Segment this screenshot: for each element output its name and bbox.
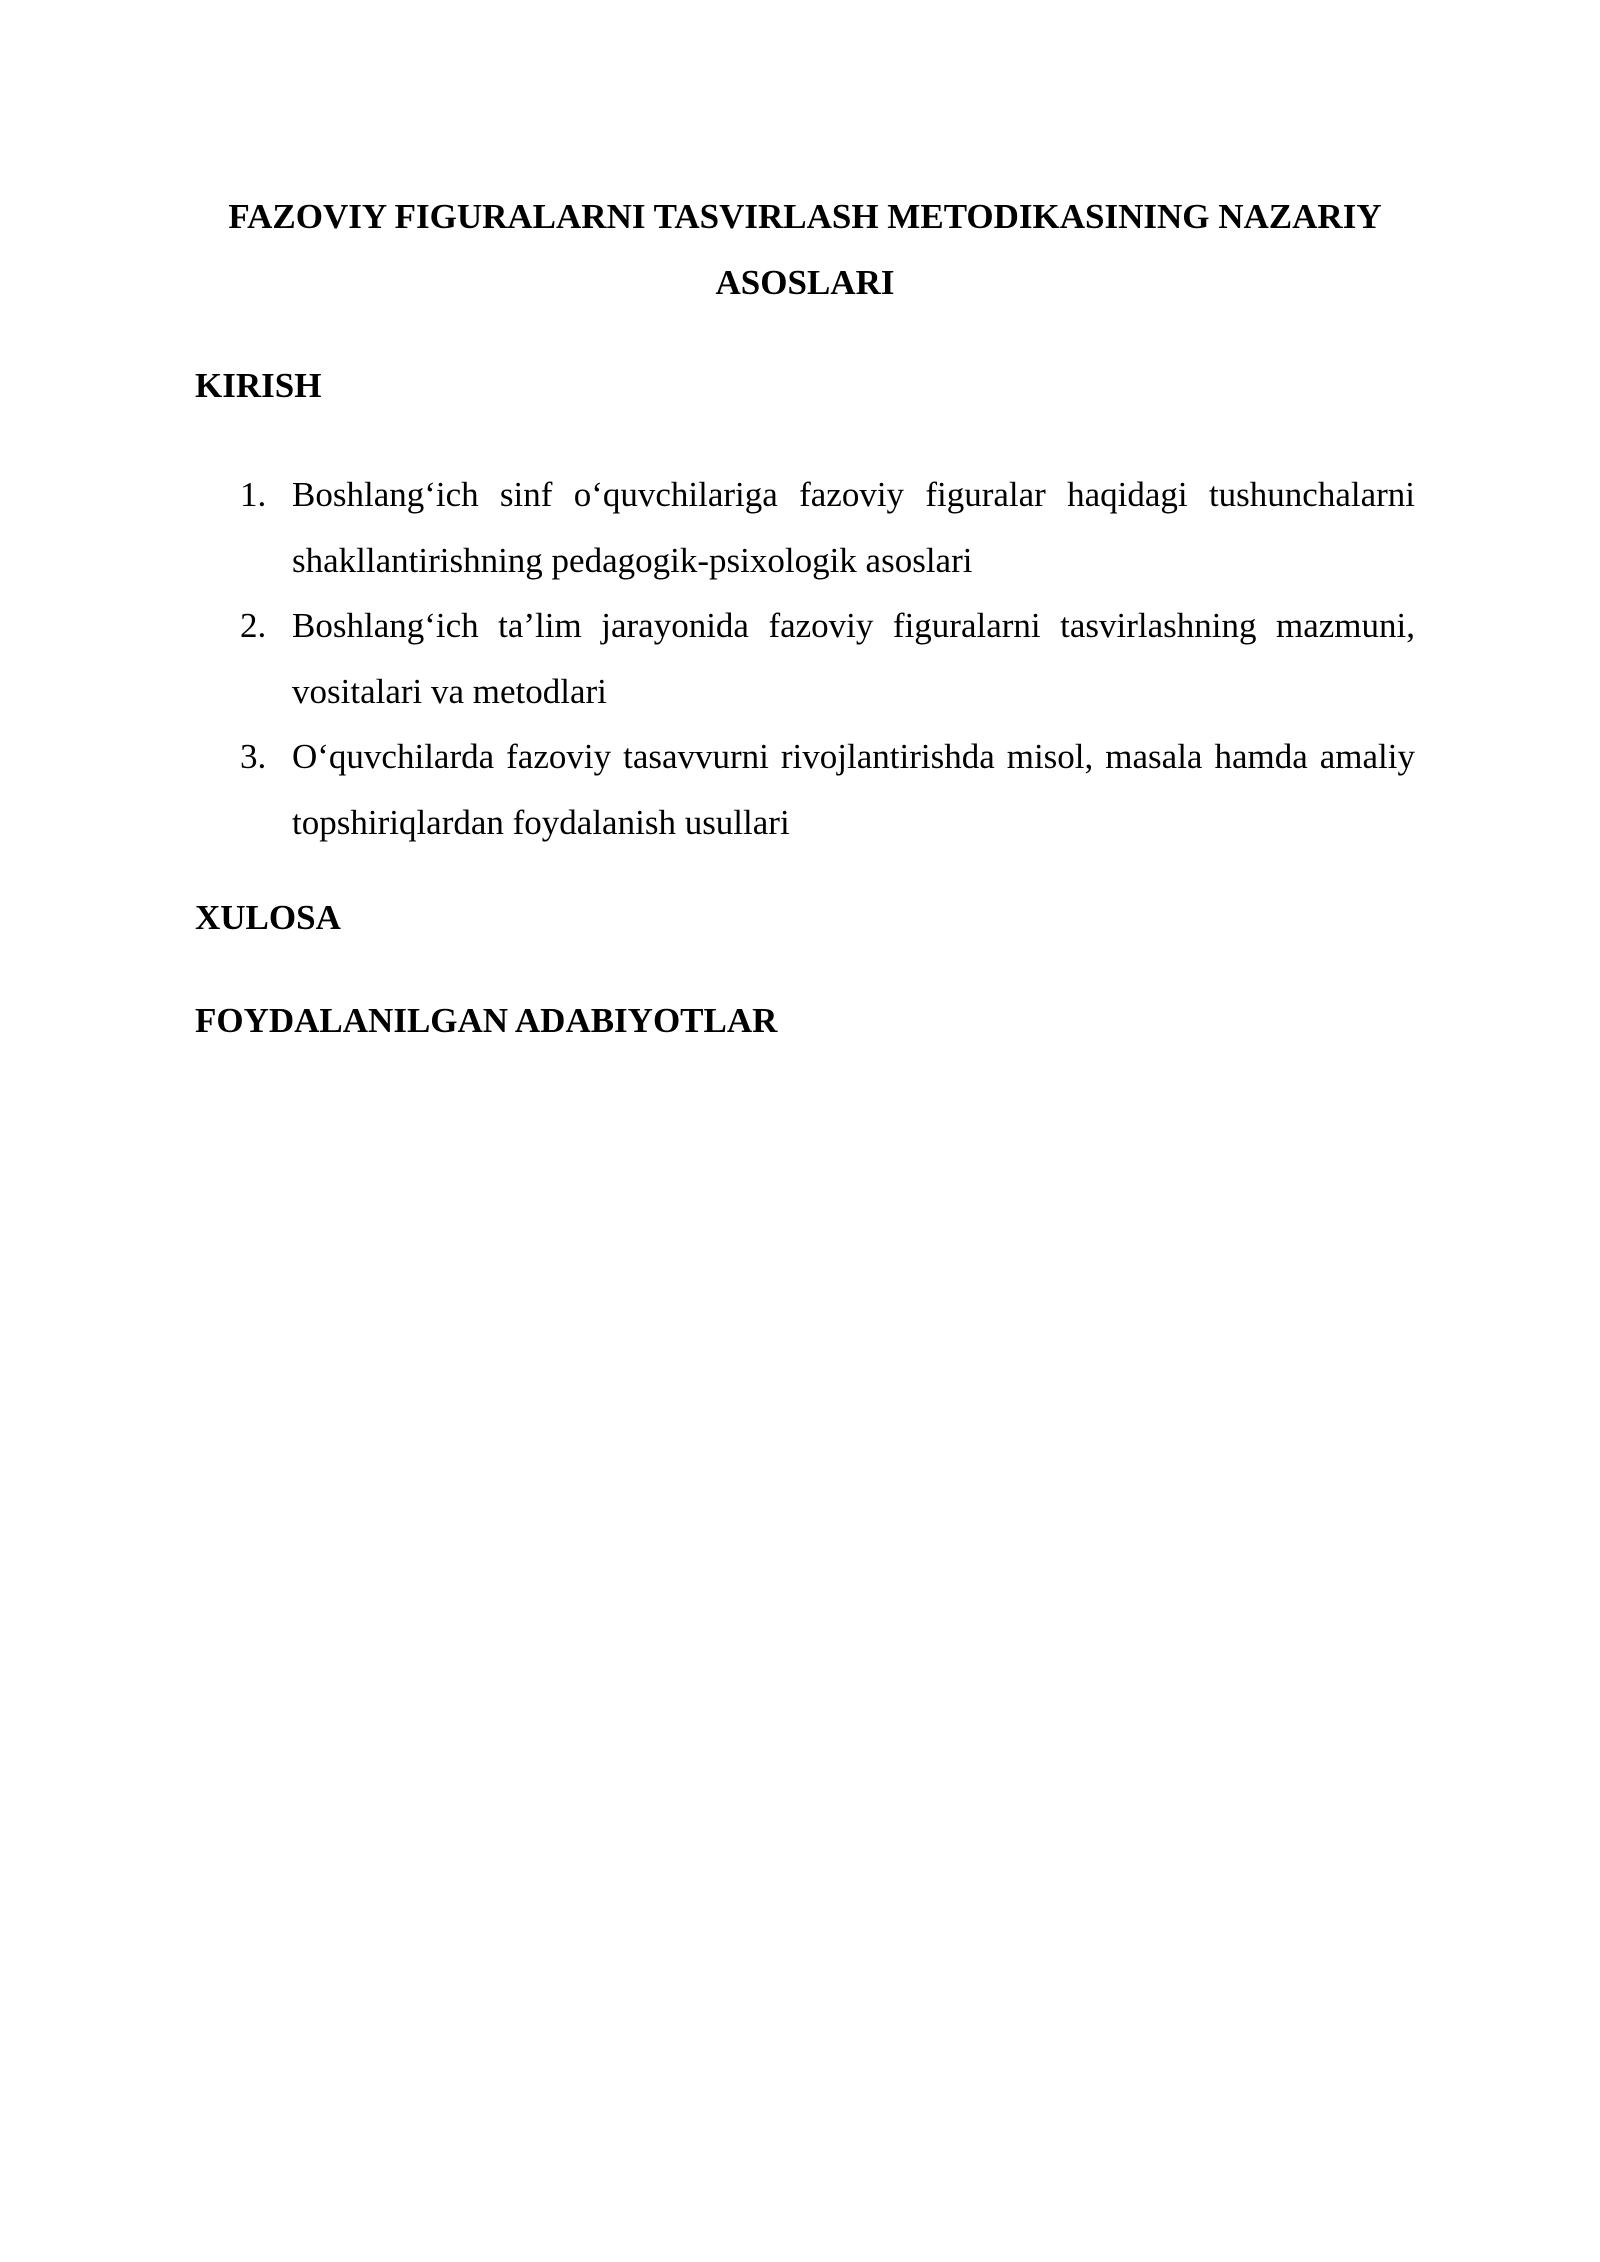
- list-item: [240, 462, 1415, 593]
- section-heading-introduction: KIRISH: [195, 366, 322, 405]
- chapter-number: 3.: [240, 737, 267, 776]
- list-item: [240, 724, 1415, 855]
- list-item: [240, 593, 1415, 724]
- chapter-number: 1.: [240, 475, 267, 514]
- chapter-list: [240, 462, 1415, 855]
- chapter-title: Boshlang‘ich ta’lim jarayonida fazoviy figuralarni tasvirlashning mazmuni, vositalari va metodlari: [292, 606, 1415, 711]
- section-heading-references: FOYDALANILGAN ADABIYOTLAR: [195, 1001, 778, 1040]
- document-title: FAZOVIY FIGURALARNI TASVIRLASH METODIKASINING NAZARIY ASOSLARI: [228, 197, 1382, 302]
- chapter-title: O‘quvchilarda fazoviy tasavvurni rivojlantirishda misol, masala hamda amaliy topshiriqlardan foydalanish usullari: [292, 737, 1415, 842]
- chapter-number: 2.: [240, 606, 267, 645]
- chapter-title: Boshlang‘ich sinf o‘quvchilariga fazoviy figuralar haqidagi tushunchalarni shakllantirishning pedagogik-psixologik asoslari: [292, 475, 1415, 580]
- section-heading-conclusion: XULOSA: [195, 898, 341, 937]
